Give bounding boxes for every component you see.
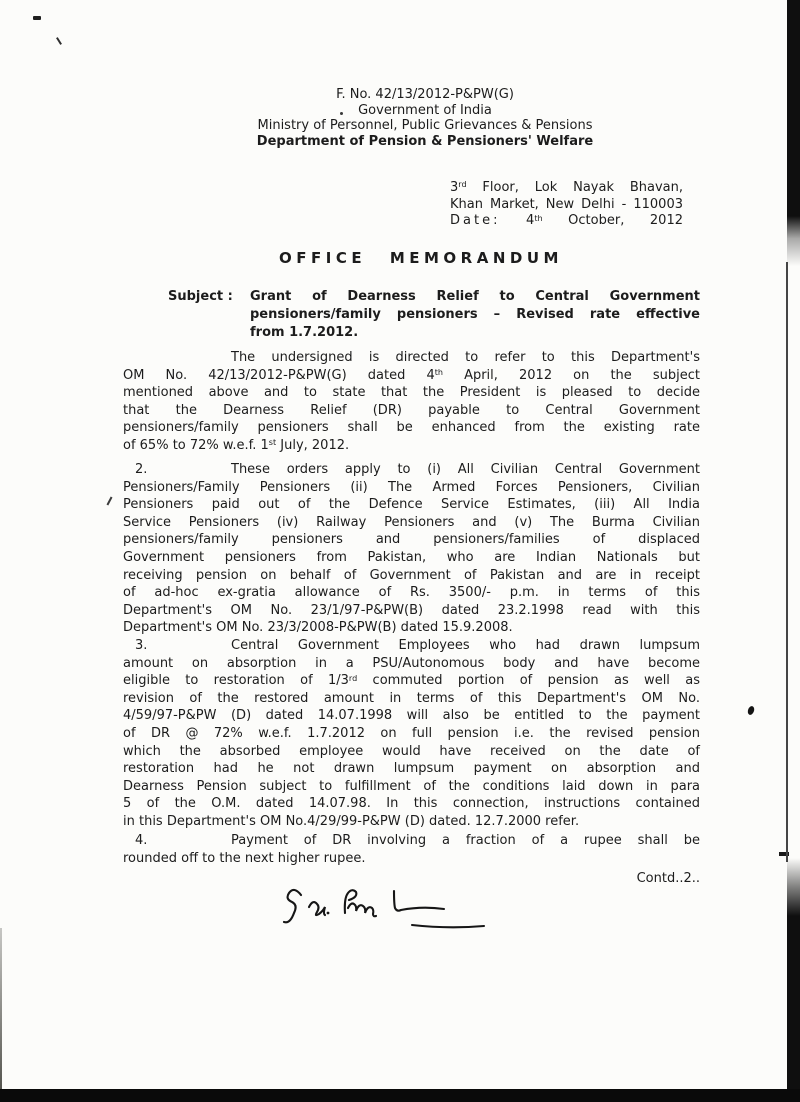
superscript-text: st (268, 438, 277, 448)
text-line (450, 180, 683, 197)
ministry-line: Ministry of Personnel, Public Grievances & Pensions (257, 118, 593, 134)
text-run: 4 (500, 213, 535, 229)
scan-edge-line (786, 262, 788, 862)
scan-speck-dot (340, 112, 343, 115)
scan-edge-band-top (787, 0, 800, 216)
subject-text (250, 288, 700, 342)
text-run: Central Government Employees who had drawn lumpsum (231, 638, 700, 653)
text-line (123, 584, 700, 602)
continuation-note: Contd..2.. (636, 871, 700, 886)
text-line (123, 479, 700, 497)
paragraph-text (123, 832, 700, 867)
paragraph-2 (123, 461, 700, 637)
superscript-text: th (434, 367, 443, 377)
text-line (123, 419, 700, 437)
text-run: Pensioners paid out of the Defence Service Estimates, (iii) All India (123, 497, 700, 513)
scan-edge-band-bottom (787, 858, 800, 1102)
text-run: Service Pensioners (iv) Railway Pensioners and (v) The Burma Civilian (123, 514, 700, 530)
paragraph-number: 3. (135, 638, 148, 653)
text-run: restoration had he not drawn lumpsum payment on absorption and (123, 761, 700, 777)
text-line (123, 496, 700, 514)
scan-speck-tick (56, 37, 62, 45)
text-run: These orders apply to (i) All Civilian Central Government (231, 462, 700, 477)
paragraph-text (123, 461, 700, 637)
text-line (123, 655, 700, 673)
text-line (123, 690, 700, 708)
text-run: Department's OM No. 23/1/97-P&PW(B) dated 23.2.1998 read with this (123, 602, 700, 618)
text-run: Department's OM No. 23/3/2008-P&PW(B) dated 15.9.2008. (123, 620, 513, 636)
text-line (123, 461, 700, 479)
text-line (250, 324, 700, 342)
text-line (123, 637, 700, 655)
text-line (123, 778, 700, 796)
text-run: 3 (450, 180, 459, 195)
text-line (123, 602, 700, 620)
text-run: Payment of DR involving a fraction of a rupee shall be (231, 833, 700, 848)
text-run: commuted portion of pension as well as (357, 673, 700, 689)
text-line (450, 197, 683, 214)
text-line (123, 514, 700, 532)
paragraph-number: 2. (135, 462, 148, 477)
text-run: revision of the restored amount in terms of this Department's OM No. (123, 690, 700, 706)
text-run: 4/59/97-P&PW (D) dated 14.07.1998 will also be entitled to the payment (123, 708, 700, 724)
text-run: The undersigned is directed to refer to this Department's (231, 350, 700, 365)
scan-speck-dash (33, 16, 41, 20)
text-line (123, 437, 700, 455)
text-line (123, 850, 700, 868)
text-run: OM No. 42/13/2012-P&PW(G) dated 4 (123, 367, 435, 383)
handwritten-signature (282, 884, 502, 954)
scan-speck-slash (107, 497, 113, 506)
text-run: Dearness Pension subject to fulfillment of the conditions laid down in para (123, 778, 700, 794)
text-run: rounded off to the next higher rupee. (123, 850, 366, 866)
paragraph-1 (123, 349, 700, 455)
superscript-text: rd (348, 673, 358, 683)
text-line (123, 549, 700, 567)
text-line (450, 213, 683, 230)
text-line (123, 567, 700, 585)
department-line: Department of Pension & Pensioners' Welfare (256, 133, 594, 149)
paragraph-3 (123, 637, 700, 831)
text-line (123, 743, 700, 761)
paragraph-text (123, 637, 700, 831)
text-line (123, 672, 700, 690)
text-line (123, 707, 700, 725)
text-line (250, 288, 700, 306)
text-run: that the Dearness Relief (DR) payable to Central Government (123, 402, 700, 418)
text-run: pensioners/family pensioners shall be enhanced from the existing rate (123, 420, 700, 436)
scan-bottom-band (0, 1089, 800, 1102)
address-block (450, 180, 683, 230)
paragraph-text (123, 349, 700, 455)
text-run: Pensioners/Family Pensioners (ii) The Armed Forces Pensioners, Civilian (123, 479, 700, 495)
superscript-text: th (534, 213, 543, 223)
text-line (123, 795, 700, 813)
text-run: April, 2012 on the subject (442, 367, 700, 383)
text-run: pensioners/family pensioners – Revised rate effective (250, 307, 700, 322)
text-run: Grant of Dearness Relief to Central Government (250, 289, 700, 304)
letter-head (136, 87, 714, 149)
text-run: of ad-hoc ex-gratia allowance of Rs. 3500/- p.m. in terms of this (123, 585, 700, 601)
subject-label: Subject : (168, 289, 233, 304)
scan-edge-band-fade (787, 216, 800, 266)
text-run: July, 2012. (276, 437, 350, 453)
text-run: Government pensioners from Pakistan, who are Indian Nationals but (123, 549, 700, 565)
text-run: Date: (450, 213, 501, 229)
memo-title: OFFICE MEMORANDUM (279, 249, 563, 267)
text-run: amount on absorption in a PSU/Autonomous body and have become (123, 655, 700, 671)
text-line (123, 725, 700, 743)
text-line (123, 402, 700, 420)
text-line (123, 832, 700, 850)
text-line (123, 813, 700, 831)
file-number: F. No. 42/13/2012-P&PW(G) (336, 87, 514, 102)
text-line (250, 306, 700, 324)
scan-left-edge-line (0, 928, 2, 1089)
text-run: Khan Market, New Delhi - 110003 (450, 196, 683, 212)
text-run: receiving pension on behalf of Government of Pakistan and are in receipt (123, 567, 700, 583)
text-run: pensioners/family pensioners and pensioners/families of displaced (123, 532, 700, 548)
text-run: eligible to restoration of 1/3 (123, 673, 349, 689)
text-run: October, 2012 (542, 213, 683, 229)
text-run: Floor, Lok Nayak Bhavan, (466, 180, 683, 195)
superscript-text: rd (458, 180, 467, 190)
text-line (123, 531, 700, 549)
text-line (123, 619, 700, 637)
text-run: mentioned above and to state that the President is pleased to decide (123, 385, 700, 401)
text-line (123, 349, 700, 367)
text-run: which the absorbed employee would have received on the date of (123, 743, 700, 759)
paragraph-4 (123, 832, 700, 867)
paragraph-number: 4. (135, 833, 148, 848)
scan-speck-spot (747, 705, 756, 716)
text-run: from 1.7.2012. (250, 325, 359, 340)
subject-block (123, 288, 700, 342)
text-line (123, 760, 700, 778)
text-run: in this Department's OM No.4/29/99-P&PW (D) dated. 12.7.2000 refer. (123, 813, 580, 829)
text-line (123, 367, 700, 385)
text-run: of DR @ 72% w.e.f. 1.7.2012 on full pension i.e. the revised pension (123, 725, 700, 741)
text-run: of 65% to 72% w.e.f. 1 (123, 437, 269, 453)
text-line (123, 384, 700, 402)
text-run: 5 of the O.M. dated 14.07.98. In this connection, instructions contained (123, 796, 700, 812)
government-line: Government of India (358, 102, 492, 118)
